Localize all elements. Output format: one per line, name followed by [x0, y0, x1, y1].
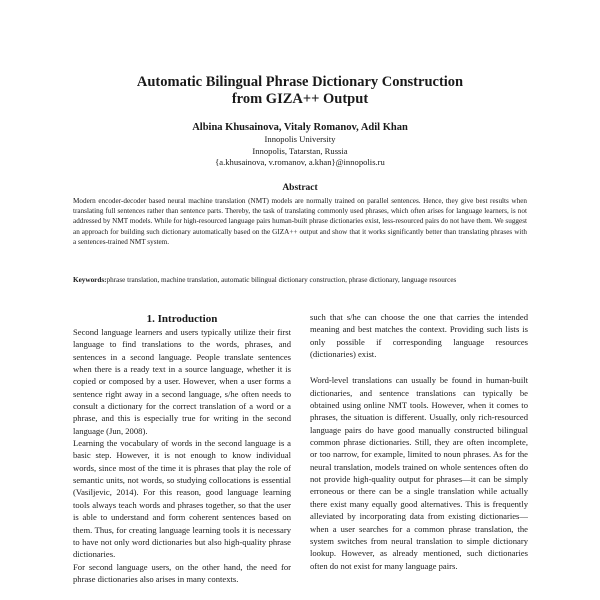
author-list: Albina Khusainova, Vitaly Romanov, Adil Khan: [192, 122, 408, 133]
affiliation: Innopolis University: [264, 134, 336, 144]
intro-paragraph-1: Second language learners and users typically utilize their first language to find translations to the words, phrases, and sentences in a second language. People translate sentences when there is a ready text in a source language, whether it is copied or composed by a user. However, when a user forms a sentence right away in a second language, s/he often needs to consult a dictionary for the correct translation of a word or a phrase, and this is especially true for writing in the second language (Jun, 2008).: [73, 327, 291, 436]
section-heading-introduction: 1. Introduction: [146, 313, 218, 325]
intro-paragraph-5: Word-level translations can usually be found in human-built dictionaries, and sentence translations can typically be obtained using online NMT tools. However, when it comes to phrases, the situation is different. Usually, only rich-resourced language pairs do have good manually constructed bilingual common phrase dictionaries. Still, they are often incomplete, or too narrow, for example, limited to noun phrases. As for the neural translation, models trained on whole sentences often do not provide high-quality output for phrases—it can be simply erroneous or there can be a single translation while actually there exist many equally good alternatives. This is frequently alleviated by incorporating data from existing dictionaries—when a user searches for a common phrase translation, the system switches from neural translation to simple dictionary lookup. However, as already mentioned, such dictionaries often do not exist for many language pairs.: [310, 375, 528, 571]
paper-title: [0, 74, 600, 108]
keywords: [73, 275, 527, 285]
abstract-heading: Abstract: [282, 183, 318, 193]
intro-paragraph-4: such that s/he can choose the one that carries the intended meaning and best matches the context. Providing such lists is only possible if corresponding language resources (dictionaries) exist.: [310, 312, 528, 360]
author-emails: {a.khusainova, v.romanov, a.khan}@innopolis.ru: [215, 157, 385, 167]
title-line-2: from GIZA++ Output: [231, 91, 369, 107]
location: Innopolis, Tatarstan, Russia: [252, 146, 348, 156]
left-column: [73, 326, 291, 600]
paragraph-gap: [310, 360, 528, 374]
keywords-text: phrase translation, machine translation, automatic bilingual dictionary construction, phrase dictionary, language resources: [106, 276, 457, 284]
title-line-1: Automatic Bilingual Phrase Dictionary Construction: [136, 74, 464, 90]
right-column: [310, 311, 528, 600]
abstract-text: Modern encoder-decoder based neural machine translation (NMT) models are normally trained on parallel sentences. Hence, they give best results when translating full sentences rather than sentence parts. Thereby, the task of translating commonly used phrases, which often arises for language learners, is not addressed by NMT models. While for high-resourced language pairs human-built phrase dictionaries exist, less-resourced pairs do not have them. We suggest an approach for building such dictionary automatically based on the GIZA++ output and show that it works significantly better than translating phrases with a sentences-trained NMT system.: [73, 197, 527, 246]
keywords-label: Keywords:: [73, 276, 107, 284]
intro-paragraph-2: Learning the vocabulary of words in the second language is a basic step. However, it is not enough to know individual words, since most of the time it is phrases that play the role of semantic units, not words, so studying collocations is essential (Vasiljevic, 2014). For this reason, good language learning tools always teach words and phrases together, so that the user is able to understand and form coherent sentences based on them. Thus, for creating language learning tools it is necessary to have not only word dictionaries but also high-quality phrase dictionaries.: [73, 438, 291, 560]
intro-paragraph-3: For second language users, on the other hand, the need for phrase dictionaries also arises in many contexts.: [73, 561, 291, 584]
